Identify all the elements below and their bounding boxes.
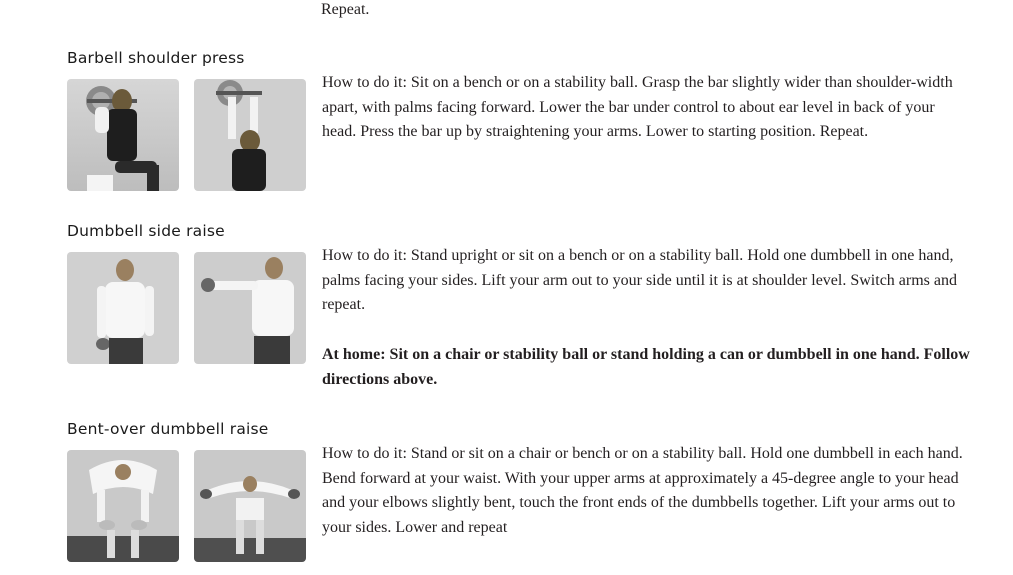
bent-over-raise-end-photo-icon	[194, 450, 306, 562]
exercise-title: Dumbbell side raise	[67, 222, 225, 240]
bent-over-raise-start-photo-icon	[67, 450, 179, 562]
previous-instruction-fragment: Repeat.	[321, 1, 370, 18]
exercise-instructions: How to do it: Sit on a bench or on a stability ball. Grasp the bar slightly wider than shoulder-width apart, with palms facing forward. Lower the bar under control to about ear level in back of your head. Press the bar up by straightening your arms. Lower to starting position. Repeat.	[322, 74, 953, 141]
side-raise-end-photo-icon	[194, 252, 306, 364]
exercise-instructions: How to do it: Stand upright or sit on a bench or on a stability ball. Hold one dumbbell in one hand, palms facing your sides. Lift your arm out to your side until it is at shoulder level. Switch arms and repeat.	[322, 247, 957, 314]
exercise-title: Bent-over dumbbell raise	[67, 420, 269, 438]
exercise-instructions: How to do it: Stand or sit on a chair or bench or on a stability ball. Hold one dumbbell in each hand. Bend forward at your waist. With your upper arms at approximately a 45-degree angle to your head and your elbows slightly bent, touch the front ends of the dumbbells together. Lift your arms out to your sides. Lower and repeat	[322, 445, 963, 536]
at-home-note: At home: Sit on a chair or stability ball or stand holding a can or dumbbell in one hand. Follow directions above.	[322, 346, 970, 388]
barbell-press-end-photo-icon	[194, 79, 306, 191]
side-raise-start-photo-icon	[67, 252, 179, 364]
exercise-title: Barbell shoulder press	[67, 49, 245, 67]
barbell-press-start-photo-icon	[67, 79, 179, 191]
